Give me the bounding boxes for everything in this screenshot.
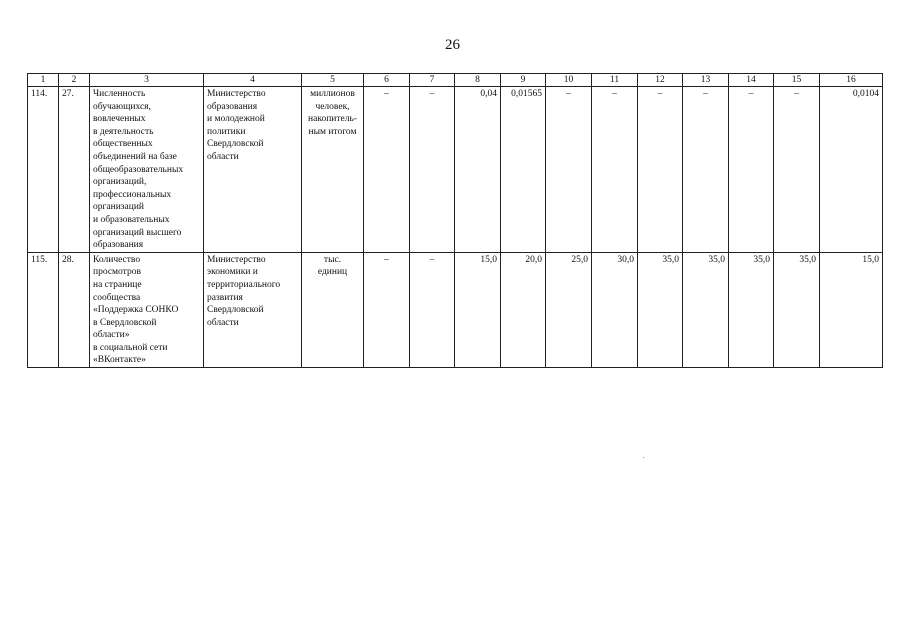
column-header: 10 <box>546 74 592 87</box>
column-header: 9 <box>501 74 546 87</box>
column-header: 5 <box>302 74 364 87</box>
value-cell: – <box>774 87 820 253</box>
value-cell: – <box>364 252 410 367</box>
column-header: 1 <box>28 74 59 87</box>
value-cell: – <box>546 87 592 253</box>
value-cell: – <box>683 87 729 253</box>
value-cell: 0,04 <box>455 87 501 253</box>
row-number: 115. <box>28 252 59 367</box>
value-cell: – <box>729 87 774 253</box>
table-row <box>28 87 883 253</box>
column-header: 4 <box>204 74 302 87</box>
value-cell: 35,0 <box>774 252 820 367</box>
indicator-name: Численность обучающихся, вовлеченных в деятельность общественных объединений на базе общеобразовательных организаций, профессиональных организаций и образовательных организаций высшего образования <box>90 87 204 253</box>
scan-speck <box>643 457 644 458</box>
value-cell: – <box>410 252 455 367</box>
value-cell: – <box>638 87 683 253</box>
value-cell: – <box>364 87 410 253</box>
value-cell: 30,0 <box>592 252 638 367</box>
column-header: 15 <box>774 74 820 87</box>
header-row <box>28 74 883 87</box>
column-header: 7 <box>410 74 455 87</box>
column-header: 14 <box>729 74 774 87</box>
table-row <box>28 252 883 367</box>
row-number: 114. <box>28 87 59 253</box>
responsible-ministry: Министерство образования и молодежной политики Свердловской области <box>204 87 302 253</box>
column-header: 6 <box>364 74 410 87</box>
row-subnumber: 28. <box>59 252 90 367</box>
column-header: 8 <box>455 74 501 87</box>
value-cell: 20,0 <box>501 252 546 367</box>
responsible-ministry: Министерство экономики и территориального развития Свердловской области <box>204 252 302 367</box>
row-subnumber: 27. <box>59 87 90 253</box>
value-cell: – <box>410 87 455 253</box>
page-number: 26 <box>445 37 460 53</box>
column-header: 11 <box>592 74 638 87</box>
value-cell: 25,0 <box>546 252 592 367</box>
value-cell: 35,0 <box>729 252 774 367</box>
value-cell: 35,0 <box>638 252 683 367</box>
column-header: 12 <box>638 74 683 87</box>
column-header: 2 <box>59 74 90 87</box>
value-cell: 15,0 <box>820 252 883 367</box>
column-header: 16 <box>820 74 883 87</box>
value-cell: 15,0 <box>455 252 501 367</box>
column-header: 3 <box>90 74 204 87</box>
unit-of-measure: тыс. единиц <box>302 252 364 367</box>
indicator-name: Количество просмотров на странице сообщества «Поддержка СОНКО в Свердловской области» в социальной сети «ВКонтакте» <box>90 252 204 367</box>
column-header: 13 <box>683 74 729 87</box>
indicators-table <box>27 73 883 368</box>
value-cell: – <box>592 87 638 253</box>
unit-of-measure: миллионов человек, накопитель- ным итогом <box>302 87 364 253</box>
value-cell: 35,0 <box>683 252 729 367</box>
value-cell: 0,01565 <box>501 87 546 253</box>
value-cell: 0,0104 <box>820 87 883 253</box>
